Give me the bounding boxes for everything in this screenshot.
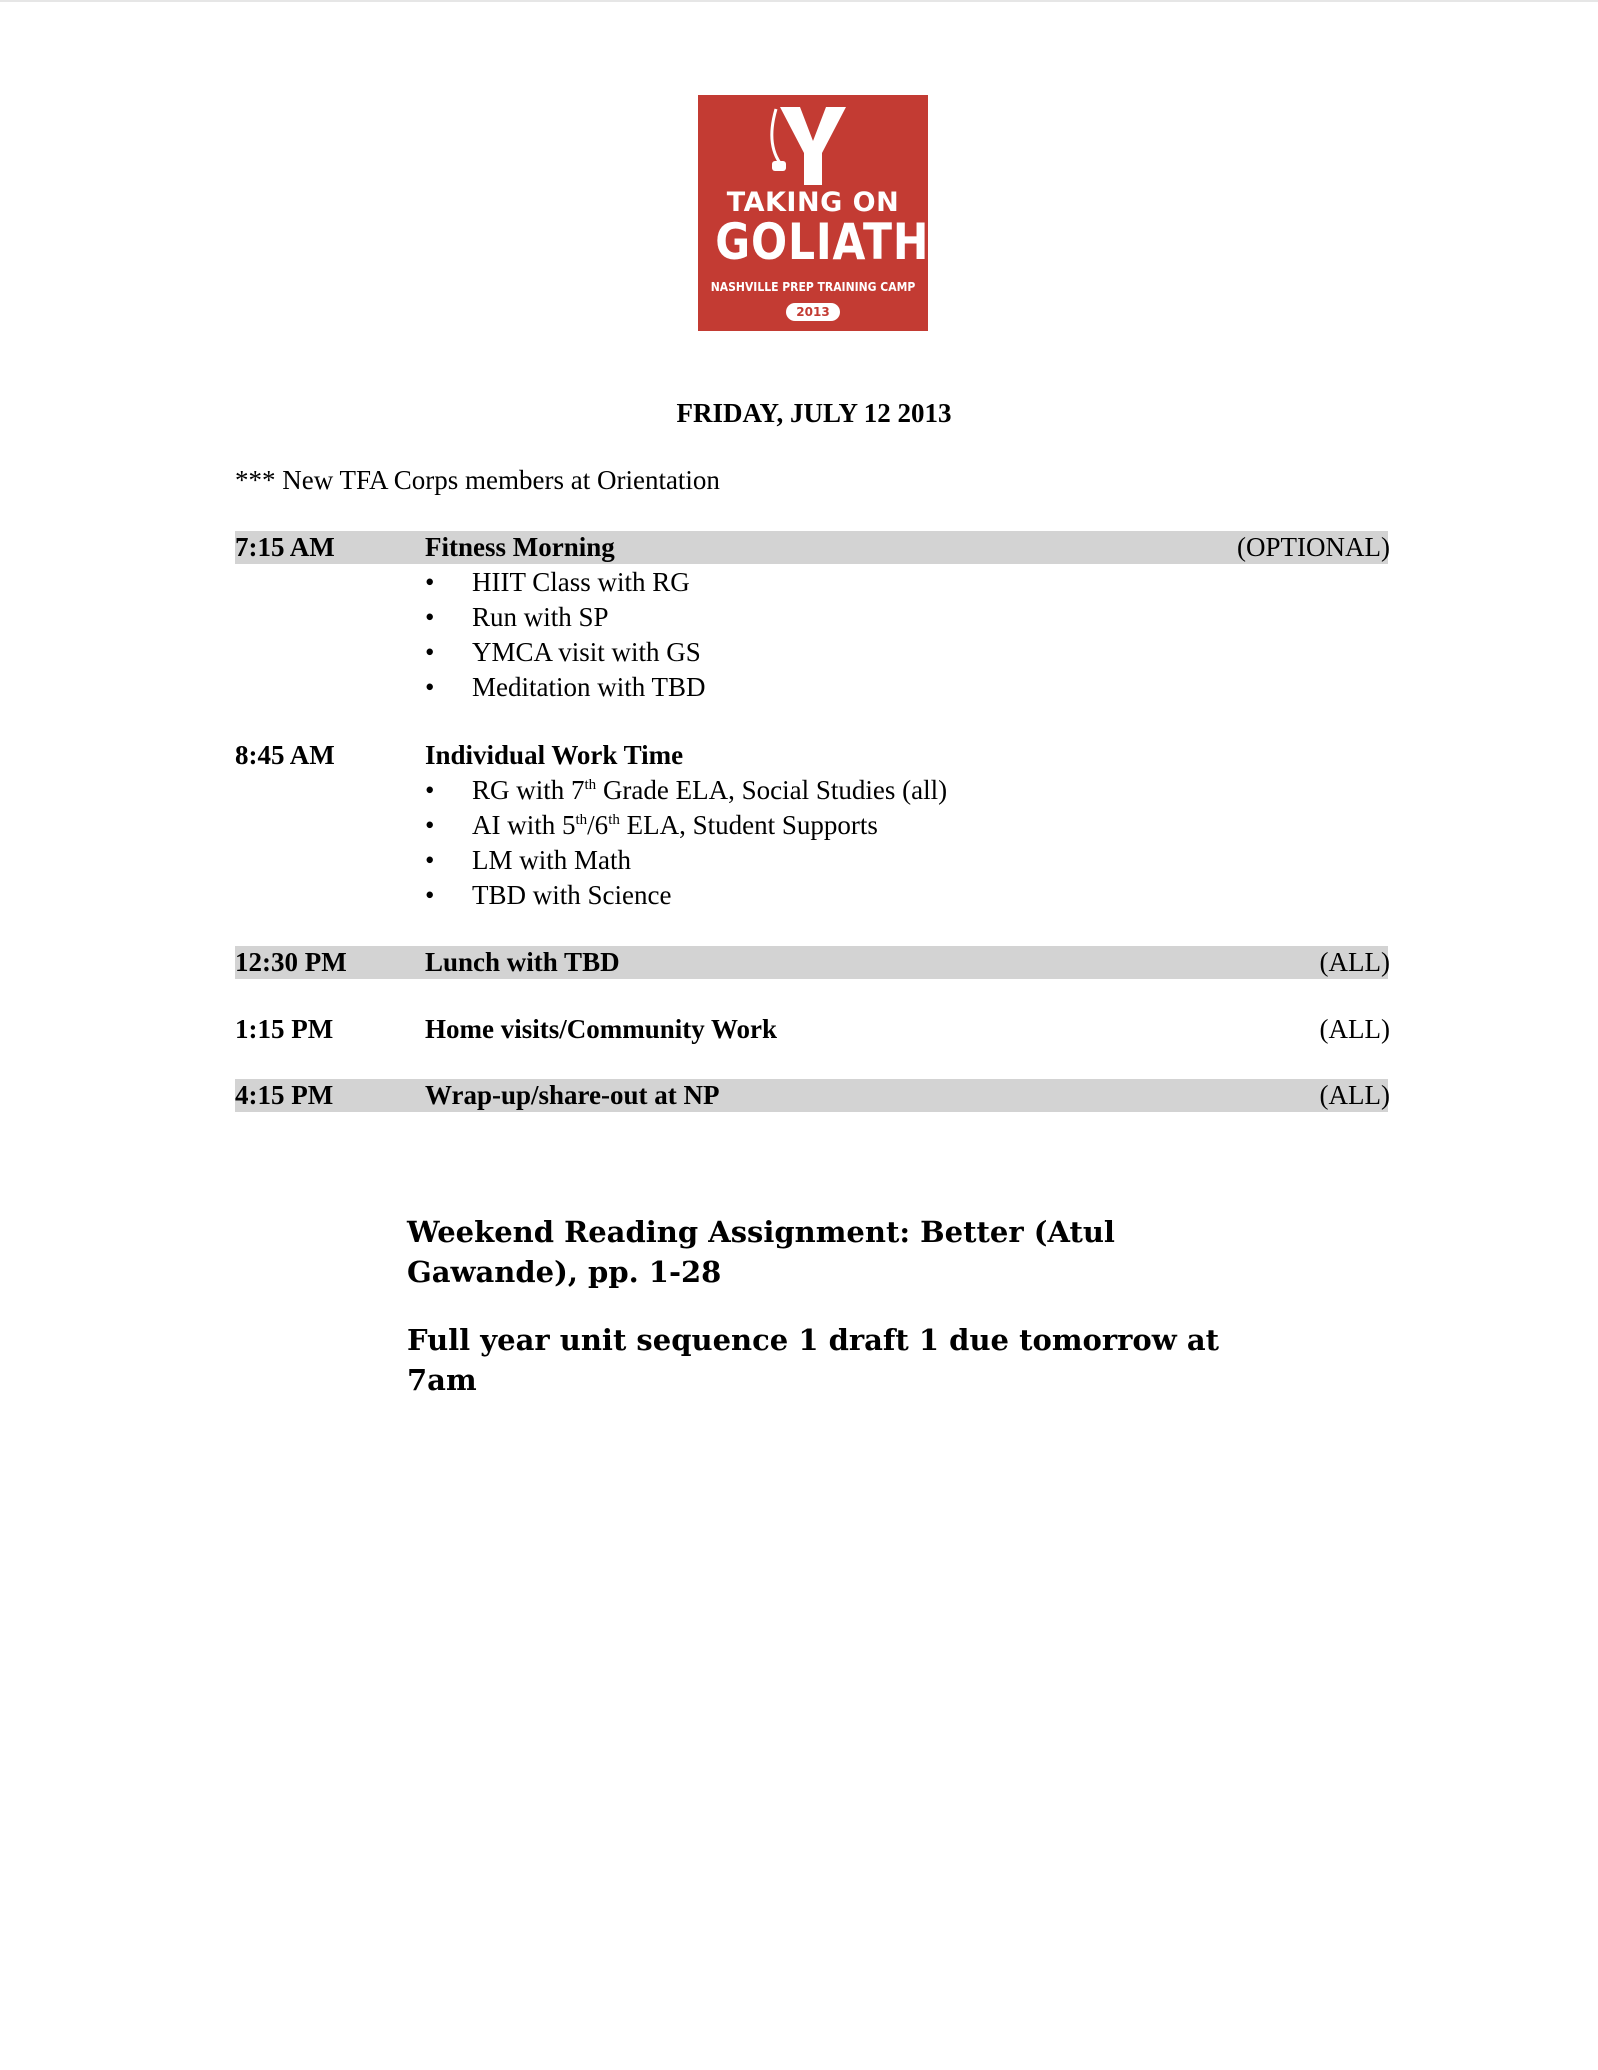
list-item: • Meditation with TBD [425, 670, 706, 705]
list-item: • LM with Math [425, 843, 947, 878]
row-time: 12:30 PM [235, 947, 347, 977]
list-item: • YMCA visit with GS [425, 635, 706, 670]
logo-line-goliath: GOLIATH [715, 213, 930, 271]
row-activity: Individual Work Time [425, 740, 684, 770]
weekend-reading-assignment: Weekend Reading Assignment: Better (Atul Gawande), pp. 1-28 [407, 1215, 1115, 1289]
schedule-row [235, 738, 1390, 772]
taking-on-goliath-logo [698, 95, 928, 331]
row-activity: Wrap-up/share-out at NP [425, 1080, 720, 1110]
schedule-row [235, 530, 1390, 564]
unit-sequence-deadline: Full year unit sequence 1 draft 1 due tomorrow at 7am [407, 1323, 1219, 1397]
row-activity: Fitness Morning [425, 532, 615, 562]
list-item: • HIIT Class with RG [425, 565, 706, 600]
list-item: • TBD with Science [425, 878, 947, 913]
row-tag: (ALL) [1319, 1014, 1390, 1044]
row-tag: (OPTIONAL) [1237, 532, 1390, 562]
row-tag: (ALL) [1319, 947, 1390, 977]
row-time: 1:15 PM [235, 1014, 334, 1044]
work-time-list [425, 773, 947, 913]
page-top-border [0, 0, 1598, 2]
slingshot-icon [758, 103, 868, 188]
orientation-note: *** New TFA Corps members at Orientation [235, 465, 720, 495]
schedule-row [235, 1078, 1390, 1112]
schedule-row [235, 945, 1390, 979]
logo-year-badge: 2013 [786, 303, 840, 321]
row-activity: Home visits/Community Work [425, 1014, 778, 1044]
schedule-row [235, 1012, 1390, 1046]
logo-line-taking-on: TAKING ON [726, 187, 900, 218]
logo-line-camp: NASHVILLE PREP TRAINING CAMP [710, 280, 916, 294]
row-time: 7:15 AM [235, 532, 335, 562]
page-title: FRIDAY, JULY 12 2013 [676, 398, 952, 428]
row-time: 4:15 PM [235, 1080, 334, 1110]
row-time: 8:45 AM [235, 740, 335, 770]
row-activity: Lunch with TBD [425, 947, 620, 977]
fitness-options-list [425, 565, 706, 705]
row-tag: (ALL) [1319, 1080, 1390, 1110]
list-item: • RG with 7th Grade ELA, Social Studies (all) [425, 773, 947, 808]
list-item: • Run with SP [425, 600, 706, 635]
list-item: • AI with 5th/6th ELA, Student Supports [425, 808, 947, 843]
